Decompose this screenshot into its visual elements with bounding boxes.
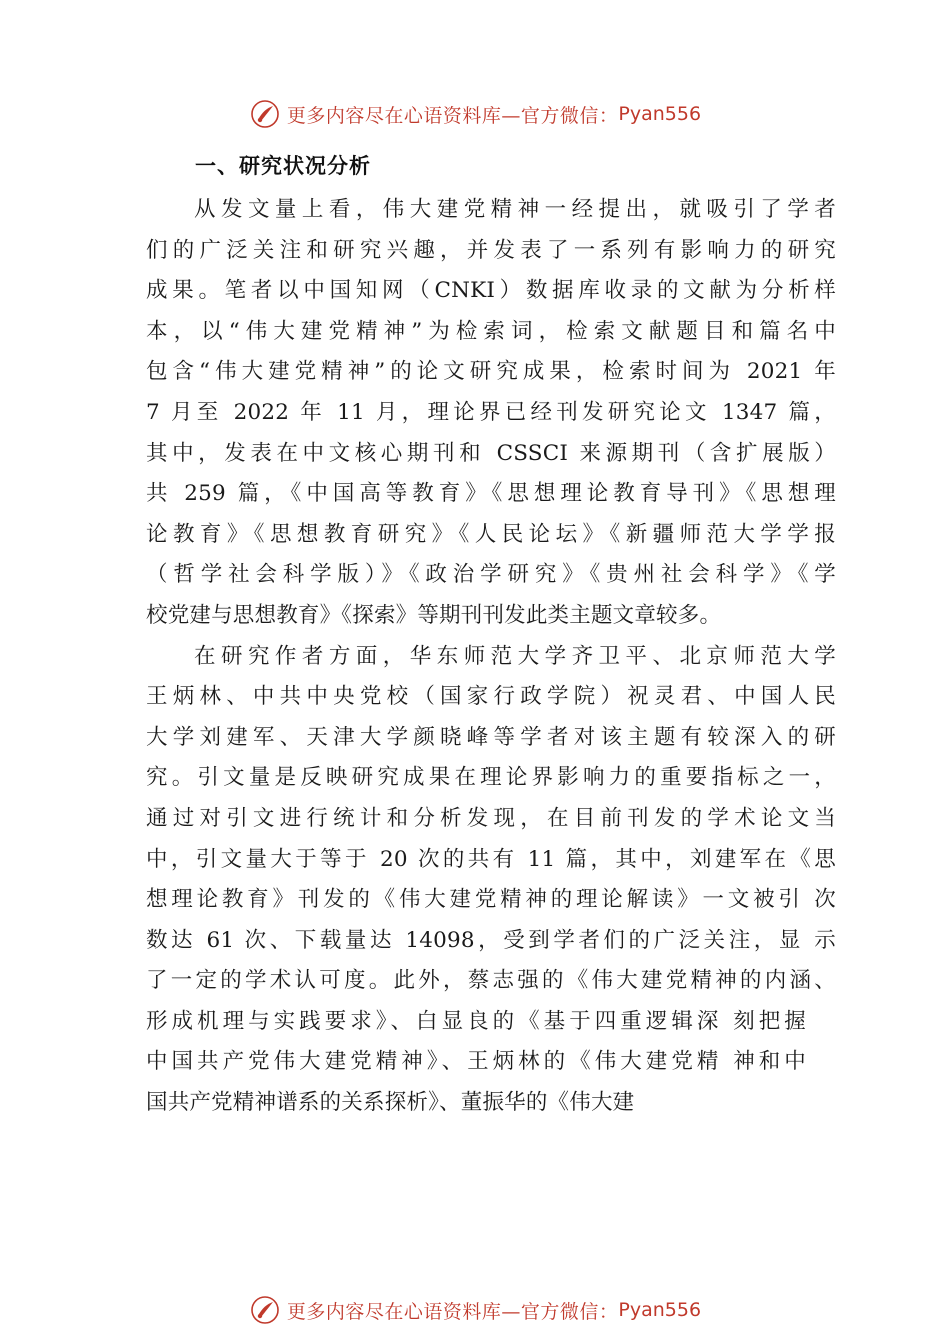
text-line: 通过对引文进行统计和分析发现，在目前刊发的学术论文当: [146, 805, 836, 831]
text-line: 国共产党精神谱系的关系探析》、董振华的《伟大建: [146, 1090, 635, 1116]
banner-text: 更多内容尽在心语资料库—官方微信：: [286, 1300, 619, 1323]
text-line: 大学刘建军、天津大学颜晓峰等学者对该主题有较深入的研: [146, 724, 836, 750]
text-line: 形成机理与实践要求》、白显良的《基于四重逻辑深 刻把握: [146, 1008, 806, 1034]
body-text: [146, 190, 836, 1124]
paragraph-1: [146, 190, 836, 637]
text-line: 本，以“伟大建党精神”为检索词，检索文献题目和篇名中: [146, 318, 836, 344]
text-line: 包含“伟大建党精神”的论文研究成果，检索时间为 2021 年: [146, 359, 836, 385]
brush-logo-icon: [249, 1294, 281, 1326]
text-line: 共 259 篇，《中国高等教育》《思想理论教育导刊》《思想理: [146, 481, 836, 507]
text-line: 们的广泛关注和研究兴趣，并发表了一系列有影响力的研究: [146, 237, 836, 263]
text-line: 成果。笔者以中国知网（CNKI）数据库收录的文献为分析样: [146, 278, 836, 304]
text-line: 王炳林、中共中央党校（国家行政学院）祝灵君、中国人民: [146, 684, 836, 710]
text-line: 7 月至 2022 年 11 月，理论界已经刊发研究论文 1347 篇，: [146, 399, 836, 425]
header-watermark-banner: [0, 94, 950, 134]
text-line: 中，引文量大于等于 20 次的共有 11 篇，其中，刘建军在《思: [146, 846, 836, 872]
text-line: 在研究作者方面，华东师范大学齐卫平、北京师范大学: [194, 643, 836, 669]
brush-logo-icon: [249, 98, 281, 130]
banner-text: 更多内容尽在心语资料库—官方微信：: [286, 104, 619, 127]
text-line: 其中，发表在中文核心期刊和 CSSCI 来源期刊（含扩展版）: [146, 440, 836, 466]
text-line: 从发文量上看，伟大建党精神一经提出，就吸引了学者: [194, 197, 836, 222]
paragraph-2: [146, 637, 836, 1124]
banner-wechat-id: Pyan556: [618, 1299, 702, 1321]
text-line: 究。引文量是反映研究成果在理论界影响力的重要指标之一，: [146, 765, 836, 791]
text-line: 论教育》《思想教育研究》《人民论坛》《新疆师范大学学报: [146, 521, 836, 547]
text-line: 校党建与思想教育》《探索》等期刊刊发此类主题文章较多。: [146, 602, 722, 628]
text-line: 想理论教育》刊发的《伟大建党精神的理论解读》一文被引 次: [146, 887, 836, 913]
section-heading: 一、研究状况分析: [195, 154, 371, 178]
text-line: 数达 61 次、下载量达 14098，受到学者们的广泛关注，显 示: [146, 927, 836, 953]
text-line: 了一定的学术认可度。此外，蔡志强的《伟大建党精神的内涵、: [146, 968, 836, 994]
footer-watermark-banner: [0, 1290, 950, 1330]
text-line: 中国共产党伟大建党精神》、王炳林的《伟大建党精 神和中: [146, 1049, 806, 1075]
text-line: （哲学社会科学版）》《政治学研究》《贵州社会科学》《学: [146, 562, 836, 588]
banner-wechat-id: Pyan556: [618, 103, 702, 125]
